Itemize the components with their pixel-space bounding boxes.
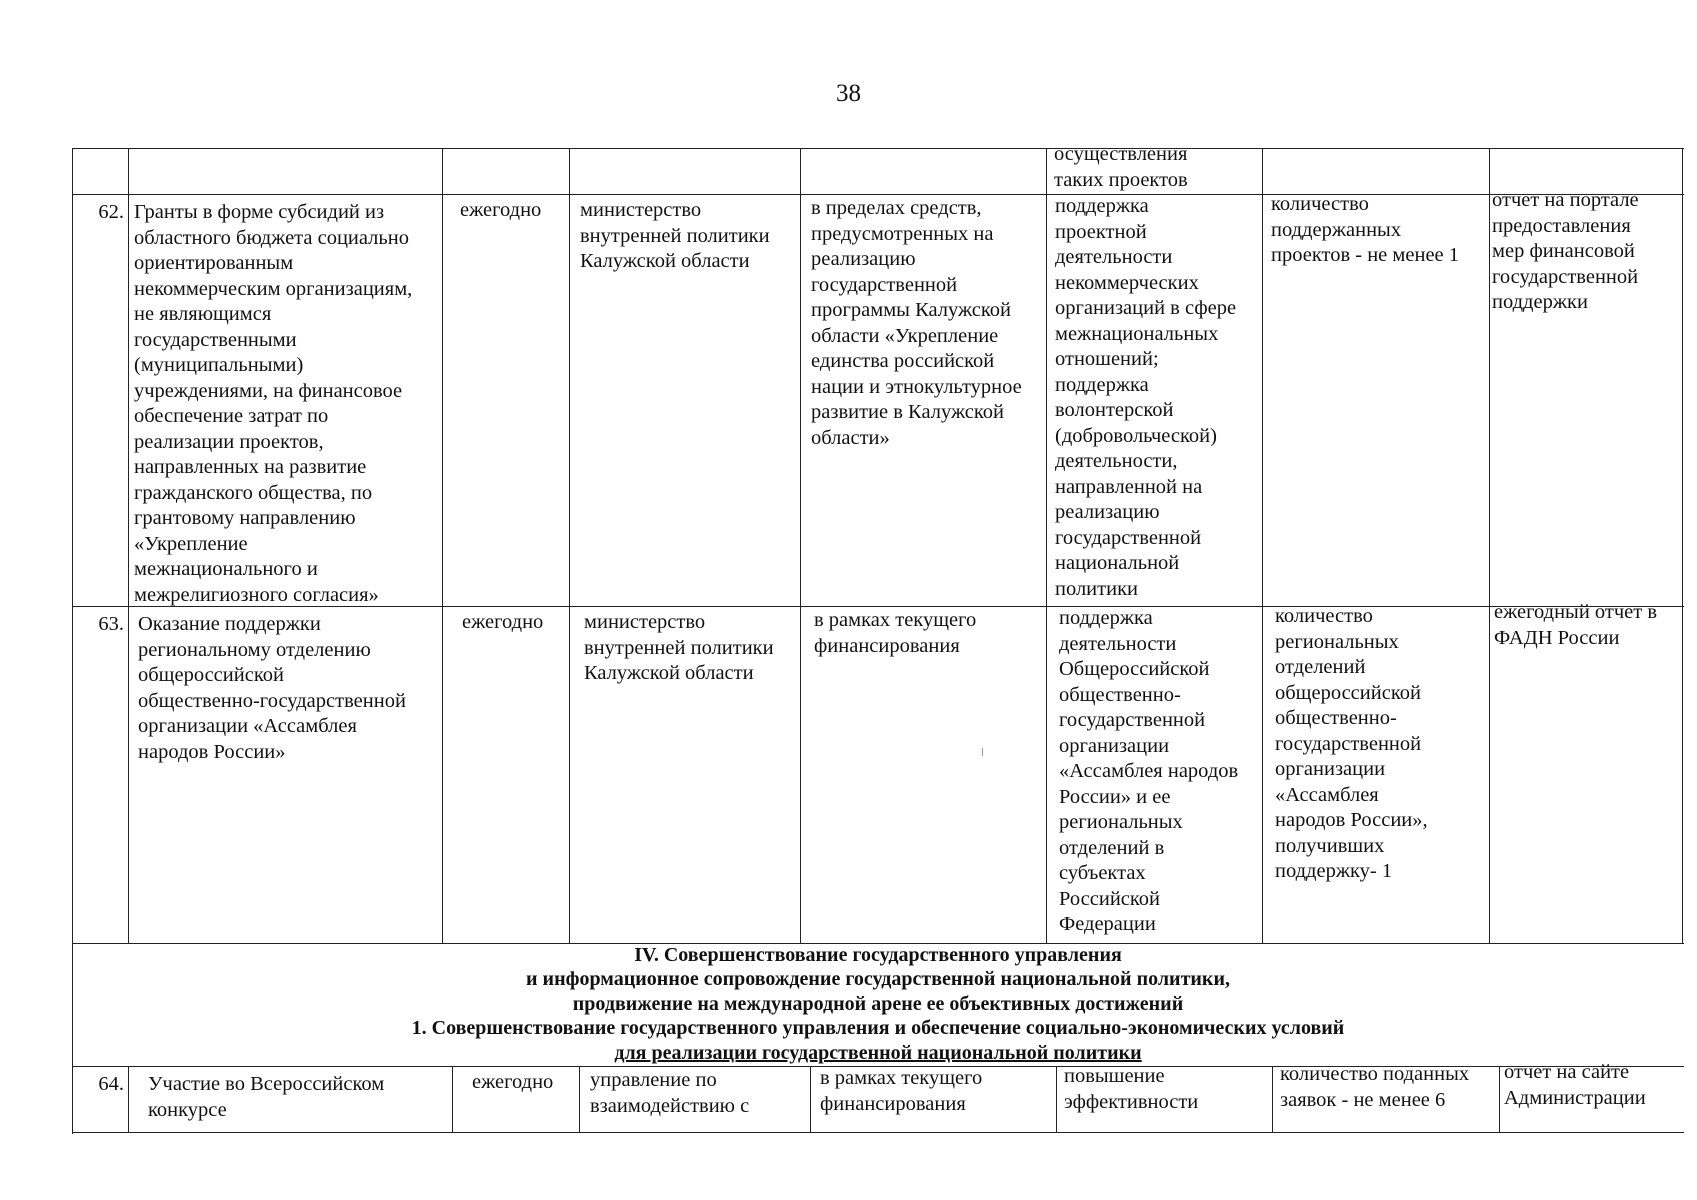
measures-table: [72, 143, 1684, 1134]
continuation-result-cell: осуществления таких проектов: [1054, 143, 1188, 191]
row-64-period: ежегодно: [472, 1071, 554, 1093]
row-64-result: повышение эффективности: [1064, 1065, 1199, 1113]
section-heading-line-4: 1. Совершенствование государственного управления и обеспечение социально-экономических условий: [411, 1017, 1345, 1040]
table-right-border: [1682, 148, 1683, 943]
section-heading-line-3: продвижение на международной арене ее объективных достижений: [572, 992, 1184, 1015]
section-heading-line-2: и информационное сопровождение государственной национальной политики,: [526, 968, 1230, 991]
col-name-divider: [128, 148, 129, 943]
col-financing-divider: [800, 148, 801, 943]
row-64-col-report-divider: [1499, 1066, 1500, 1132]
row-64-measure: Участие во Всероссийском конкурсе: [148, 1073, 385, 1121]
row-62-period: ежегодно: [460, 199, 542, 221]
row-62-indicator: количество поддержанных проектов - не менее 1: [1271, 193, 1460, 266]
row-64-col-period-divider: [452, 1066, 453, 1132]
col-executor-divider: [569, 148, 570, 943]
col-result-divider: [1046, 148, 1047, 943]
row-64-report: отчет на сайте Администрации: [1504, 1061, 1646, 1109]
row-63-financing: в рамках текущего финансирования: [814, 609, 977, 657]
col-period-divider: [442, 148, 443, 943]
row-62-executor: министерство внутренней политики Калужской области: [580, 199, 770, 272]
row-64-indicator: количество поданных заявок - не менее 6: [1280, 1063, 1470, 1111]
row-63-report: ежегодный отчет в ФАДН России: [1494, 601, 1658, 649]
page-number: 38: [836, 80, 861, 107]
section-heading-line-5: для реализации государственной национальной политики: [614, 1041, 1142, 1064]
col-report-divider: [1489, 148, 1490, 943]
row-64-number: 64.: [98, 1073, 124, 1095]
row-63-result: поддержка деятельности Общероссийской общественно- государственной организации «Ассамблея народов России» и ее региональных отделений в субъектах Российской Федерации: [1059, 607, 1239, 935]
row-64-executor: управление по взаимодействию с: [590, 1069, 750, 1117]
row-64-col-financing-divider: [810, 1066, 811, 1132]
row-64-col-result-divider: [1056, 1066, 1057, 1132]
row-62-result: поддержка проектной деятельности некоммерческих организаций в сфере межнациональных отношений; поддержка волонтерской (добровольческой) деятельности, направленной на реализацию государственной национальной политики: [1055, 195, 1237, 600]
scan-speck: [982, 748, 983, 756]
table-top-border: [72, 148, 1684, 149]
row-64-col-indicator-divider: [1272, 1066, 1273, 1132]
row-63-period: ежегодно: [462, 611, 544, 633]
row-63-executor: министерство внутренней политики Калужской области: [584, 611, 774, 684]
col-indicator-divider: [1262, 148, 1263, 943]
section-heading: [72, 943, 1684, 1066]
row-63-indicator: количество региональных отделений общероссийской общественно- государственной организации «Ассамблея народов России», получивших поддержку- 1: [1275, 605, 1428, 882]
row-64-col-executor-divider: [579, 1066, 580, 1132]
row-62-number: 62.: [98, 201, 124, 223]
row-62-measure: Гранты в форме субсидий из областного бюджета социально ориентированным некоммерческим организациям, не являющимся государственными (муниципальными) учреждениями, на финансовое обеспечение затрат по реализации проектов, направленных на развитие гражданского общества, по грантовому направлению «Укрепление межнационального и межрелигиозного согласия»: [134, 201, 413, 606]
row-62-report: отчет на портале предоставления мер финансовой государственной поддержки: [1492, 189, 1639, 313]
row-62-financing: в пределах средств, предусмотренных на реализацию государственной программы Калужской области «Укрепление единства российской нации и этнокультурное развитие в Калужской области»: [811, 197, 1022, 449]
row-64-col-name-divider: [128, 1066, 129, 1132]
table-bottom-border: [72, 1132, 1684, 1133]
section-heading-line-1: IV. Совершенствование государственного управления: [634, 944, 1122, 966]
row-63-number: 63.: [98, 613, 124, 635]
row-63-measure: Оказание поддержки региональному отделению общероссийской общественно-государственной организации «Ассамблея народов России»: [138, 613, 406, 763]
row-64-financing: в рамках текущего финансирования: [820, 1067, 983, 1115]
